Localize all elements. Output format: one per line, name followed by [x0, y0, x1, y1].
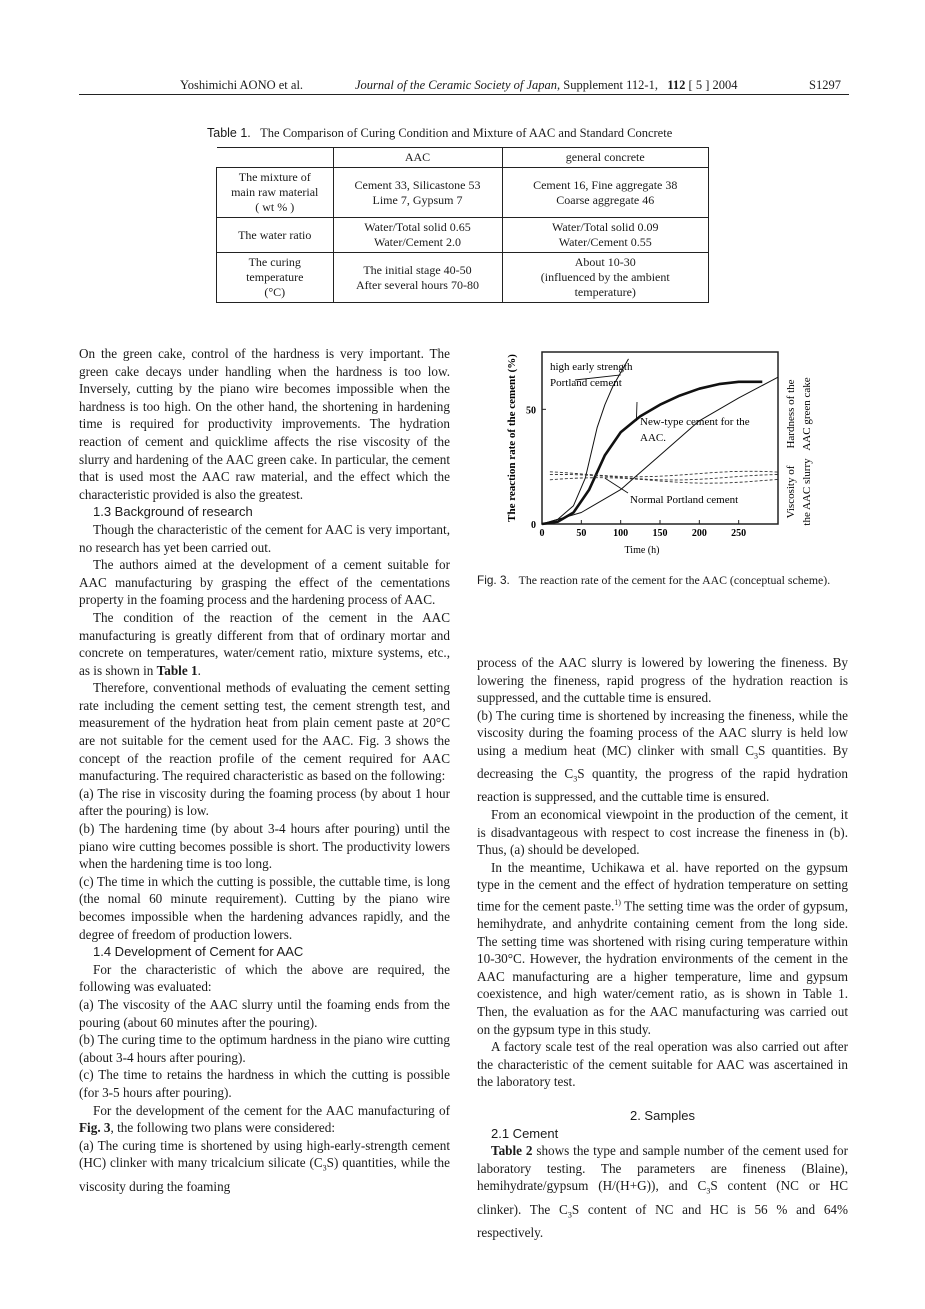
left-column [79, 345, 450, 1195]
paragraph: For the development of the cement for the AAC manufacturing of Fig. 3, the following two plans were considered: [79, 1102, 450, 1136]
paragraph: Therefore, conventional methods of evaluating the cement setting rate including the cement setting test, the cement strength test, and measurement of the hydration heat from plain cement paste at 20°C are not suitable for the cement used for the AAC. Fig. 3 shows the concept of the reaction profile of the cement required for AAC manufacturing. The required characteristic as based on the following: [79, 680, 450, 784]
y-tick-label: 0 [531, 520, 536, 531]
table-row [217, 168, 709, 218]
header-volume: 112 [667, 78, 686, 92]
label-pointer-1 [636, 402, 637, 421]
x-axis-label: Time (h) [624, 545, 660, 556]
header-issue: [ 5 ] 2004 [685, 78, 738, 92]
table1 [216, 147, 709, 303]
list-item: (c) The time to retains the hardness in which the cutting is possible (for 3-5 hours after pouring). [79, 1067, 450, 1100]
x-axis-ticks [540, 520, 747, 539]
figure3-chart [500, 340, 825, 562]
series-label-2: Normal Portland cement [630, 494, 739, 506]
header-journal: Journal of the Ceramic Society of Japan [355, 78, 558, 92]
right-column [477, 654, 848, 1241]
series-label-1: New-type cement for the [640, 416, 750, 428]
series-label-0: high early strength [550, 361, 633, 373]
paragraph: For the characteristic of which the above are required, the following was evaluated: [79, 961, 450, 995]
header-rule [79, 94, 849, 95]
list-item: (a) The rise in viscosity during the foaming process (by about 1 hour after the pouring) is low. [79, 785, 450, 819]
paragraph: A factory scale test of the real operation was also carried out after the characteristic of the cement suitable for AAC was ascertained in the laboratory test. [477, 1039, 848, 1090]
table1-title: The Comparison of Curing Condition and Mixture of AAC and Standard Concrete [260, 126, 673, 140]
y-axis-ticks [526, 405, 546, 531]
header-authors: Yoshimichi AONO et al. [180, 78, 304, 92]
list-item: (b) The hardening time (by about 3-4 hours after pouring) until the piano wire cutting becomes possible is short. The productivity lowers when the hardening time is too long. [79, 821, 450, 872]
x-tick-label: 0 [539, 528, 545, 539]
right-label-viscosity-1: Viscosity of [785, 465, 797, 519]
paragraph: In the meantime, Uchikawa et al. have reported on the gypsum type in the cement and the effect of hydration temperature on setting time for the cement paste.$^{1)}$ The setting time was the order of gypsum, hemihydrate, and anhydrite containing cement from the long side. The setting time was shortened with rising curing temperature within 10-30°C. However, the hydration environments of the cement in the AAC manufacturing are a higher temperature, lime and gypsum coexistence, and high water/cement ratio, as is shown in Table 1. Then, the evaluation as for the AAC manufacturing was carried out on the gypsum type in this study. [477, 859, 848, 1037]
list-item: (c) The time in which the cutting is possible, the cuttable time, is long (the nomal 60 minute requirement). Cutting by the piano wire becomes impossible when the hardening advances rapidly, and the degree of freedom of production lowers. [79, 873, 450, 942]
table1-header-row [217, 148, 709, 168]
citation-1: 1) [614, 898, 621, 907]
table1-row-label: The mixture of main raw material ( wt % ) [217, 168, 334, 218]
right-label-hardness-2: AAC green cake [801, 377, 813, 451]
paragraph: From an economical viewpoint in the production of the cement, it is disadvantageous with respect to cost increase the fineness in (b). Thus, (a) should be developed. [477, 807, 848, 858]
viscosity-dashed-line [550, 475, 778, 481]
figure3-reference: Fig. 3 [79, 1120, 111, 1136]
table1-corner [217, 148, 334, 168]
table1-cell: Water/Total solid 0.09 Water/Cement 0.55 [502, 218, 709, 253]
table-row [217, 253, 709, 303]
section-heading-1-3: 1.3 Background of research [93, 504, 253, 520]
y-axis-label: The reaction rate of the cement (%) [506, 354, 518, 522]
table1-reference: Table 1 [156, 662, 198, 678]
viscosity-dashed-line [550, 471, 778, 477]
x-tick-label: 100 [613, 528, 629, 539]
header-supplement: , Supplement 112-1, [557, 78, 658, 92]
table1-col-aac: AAC [333, 148, 502, 168]
paragraph: process of the AAC slurry is lowered by lowering the fineness. By lowering the fineness, rapid progress of the hydration reaction is suppressed, and the cuttable time is ensured. [477, 655, 848, 706]
paragraph: Table 2 shows the type and sample number of the cement used for laboratory testing. The parameters are fineness (Blaine), hemihydrate/gypsum (H/(H+G)), and $C_3S$ content (NC or HC clinker). The $C_3S$ content of NC and HC is 56 % and 64% respectively. [477, 1143, 849, 1240]
figure3-caption-text: The reaction rate of the cement for the AAC (conceptual scheme). [518, 573, 831, 587]
table-row [217, 218, 709, 253]
right-label-viscosity-2: the AAC slurry [801, 458, 813, 526]
x-tick-label: 150 [652, 528, 668, 539]
paragraph: On the green cake, control of the hardness is very important. The green cake decays under handling when the hardness is too low. Inversely, cutting by the piano wire becomes impossible when the hardness is too high. On the other hand, the shortening in hardening time is required for productivity improvements. The hydration reaction of cement and quicklime affects the rise viscosity of the slurry and hardening of the AAC green cake. In particular, the cement that is used most the AAC raw material, and the effect which the characteristic provided is also the greatest. [79, 346, 450, 502]
list-item: (b) The curing time to the optimum hardness in the piano wire cutting (about 3-4 hours after pouring). [79, 1032, 450, 1065]
table2-reference: Table 2 [491, 1143, 533, 1159]
paragraph: The authors aimed at the development of a cement suitable for AAC manufacturing by grasping the effect of the cementations property in the foaming process and the hardening process of AAC. [79, 557, 450, 608]
label-pointer-2 [605, 478, 628, 493]
table1-row-label: The water ratio [217, 218, 334, 253]
y-tick-label: 50 [526, 405, 536, 417]
x-tick-label: 250 [731, 528, 747, 539]
paragraph: The condition of the reaction of the cement in the AAC manufacturing is greatly different from that of ordinary mortar and concrete on temperatures, water/cement ratio, mixture systems, etc., as is shown in Table 1. [79, 609, 450, 678]
table1-caption [207, 126, 672, 141]
header-journal-line [355, 78, 737, 93]
right-label-hardness-1: Hardness of the [785, 379, 797, 449]
section-heading-1-4: 1.4 Development of Cement for AAC [93, 944, 304, 960]
table1-cell: Water/Total solid 0.65 Water/Cement 2.0 [333, 218, 502, 253]
table1-cell: The initial stage 40-50 After several hours 70-80 [333, 253, 502, 303]
list-item: (a) The curing time is shortened by using high-early-strength cement (HC) clinker with many tricalcium silicate $(C_3S)$ quantities, while the viscosity during the foaming [79, 1137, 450, 1194]
table1-label: Table 1. [207, 126, 251, 140]
section-heading-2: 2. Samples [629, 1107, 696, 1123]
paragraph: Though the characteristic of the cement for AAC is very important, no research has yet been carried out. [79, 521, 450, 555]
figure3-label: Fig. 3. [477, 573, 510, 587]
table1-col-concrete: general concrete [502, 148, 709, 168]
x-tick-label: 200 [691, 528, 707, 539]
table1-cell: Cement 33, Silicastone 53 Lime 7, Gypsum 7 [333, 168, 502, 218]
list-item: (b) The curing time is shortened by increasing the fineness, while the viscosity during the foaming process of the AAC slurry is held low using a medium heat (MC) clinker with small $C_3S$ quantities. By decreasing the $C_3S$ quantity, the progress of the rapid hydration reaction is suppressed, and the cuttable time is ensured. [477, 707, 848, 805]
x-tick-label: 50 [576, 528, 587, 539]
header-page-number: S1297 [809, 78, 841, 92]
right-axis-labels [785, 377, 813, 525]
series-label-1: AAC. [640, 432, 666, 444]
table1-cell: About 10-30 (influenced by the ambient temperature) [502, 253, 709, 303]
table1-cell: Cement 16, Fine aggregate 38 Coarse aggregate 46 [502, 168, 709, 218]
list-item: (a) The viscosity of the AAC slurry until the foaming ends from the pouring (about 60 minutes after the pouring). [79, 996, 450, 1030]
table1-row-label: The curing temperature (°C) [217, 253, 334, 303]
section-heading-2-1: 2.1 Cement [491, 1125, 559, 1141]
figure3-caption [477, 572, 849, 588]
series-label-0: Portland cement [550, 377, 622, 389]
